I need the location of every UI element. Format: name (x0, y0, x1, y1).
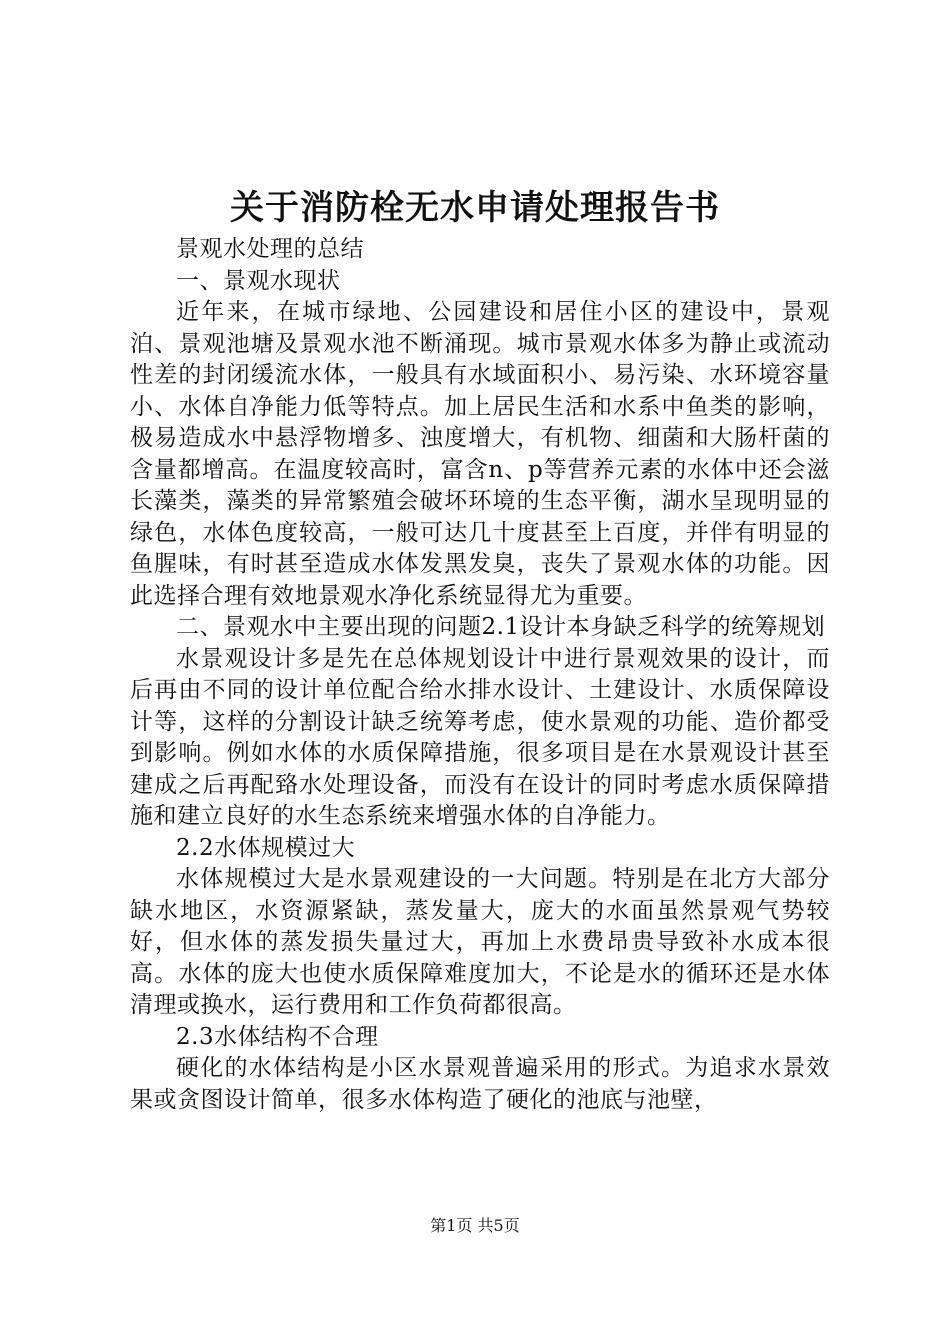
document-title: 关于消防栓无水申请处理报告书 (230, 188, 720, 228)
body-paragraph: 水景观设计多是先在总体规划设计中进行景观效果的设计，而后再由不同的设计单位配合给水排水设计、土建设计、水质保障设计等，这样的分割设计缺乏统筹考虑，使水景观的功能、造价都受到影响。例如水体的水质保障措施，很多项目是在水景观设计甚至建成之后再配臵水处理设备，而没有在设计的同时考虑水质保障措施和建立良好的水生态系统来增强水体的自净能力。 (130, 645, 830, 829)
document-body (130, 234, 830, 1116)
section-heading: 2.2水体规模过大 (176, 834, 356, 861)
section-heading: 景观水处理的总结 (176, 236, 364, 262)
section-heading: 二、景观水中主要出现的问题2.1设计本身缺乏科学的统筹规划 (176, 614, 826, 640)
section-heading: 2.3水体结构不合理 (176, 1023, 379, 1050)
body-paragraph: 硬化的水体结构是小区水景观普遍采用的形式。为追求水景效果或贪图设计简单，很多水体构造了硬化的池底与池壁， (130, 1055, 830, 1113)
body-paragraph: 近年来，在城市绿地、公园建设和居住小区的建设中，景观泊、景观池塘及景观水池不断涌现。城市景观水体多为静止或流动性差的封闭缓流水体，一般具有水域面积小、易污染、水环境容量小、水体自净能力低等特点。加上居民生活和水系中鱼类的影响，极易造成水中悬浮物增多、浊度增大，有机物、细菌和大肠杆菌的含量都增高。在温度较高时，富含n、p等营养元素的水体中还会滋长藻类，藻类的异常繁殖会破坏环境的生态平衡，湖水呈现明显的绿色，水体色度较高，一般可达几十度甚至上百度，并伴有明显的鱼腥味，有时甚至造成水体发黑发臭，丧失了景观水体的功能。因此选择合理有效地景观水净化系统显得尤为重要。 (130, 299, 830, 609)
section-heading: 一、景观水现状 (176, 267, 341, 294)
body-paragraph: 水体规模过大是水景观建设的一大问题。特别是在北方大部分缺水地区，水资源紧缺，蒸发量大，庞大的水面虽然景观气势较好，但水体的蒸发损失量过大，再加上水费昂贵导致补水成本很高。水体的庞大也使水质保障难度加大，不论是水的循环还是水体清理或换水，运行费用和工作负荷都很高。 (130, 866, 830, 1018)
page-footer: 第1页 共5页 (430, 1216, 520, 1235)
